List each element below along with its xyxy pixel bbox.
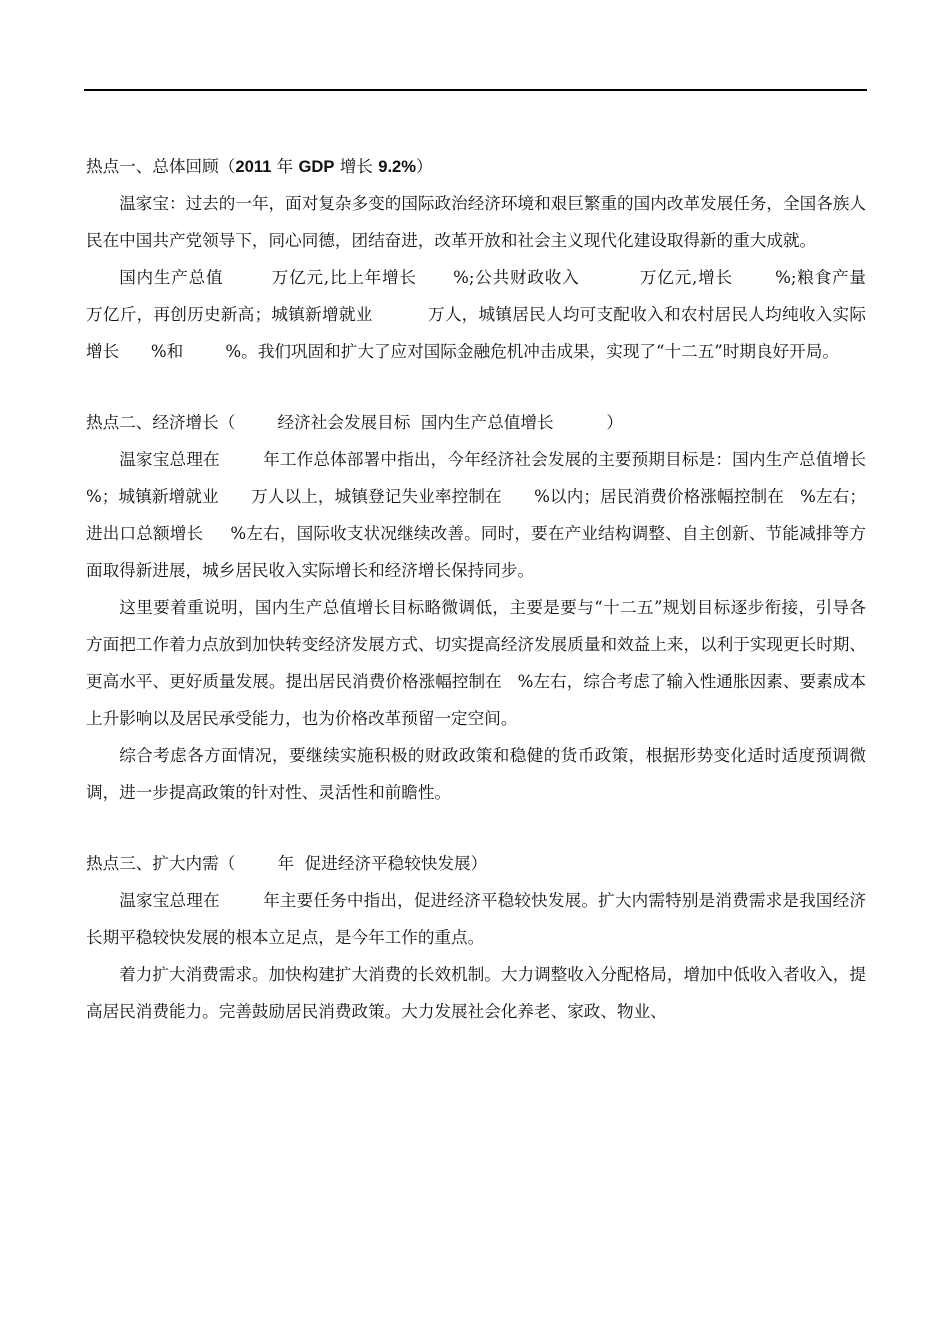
- paragraph: 温家宝总理在 年工作总体部署中指出，今年经济社会发展的主要预期目标是：国内生产总值增长 %；城镇新增就业 万人以上，城镇登记失业率控制在 %以内；居民消费价格涨幅控制在 %左右；进出口总额增长 %左右，国际收支状况继续改善。同时，要在产业结构调整、自主创新、节能减排等方面取得新进展，城乡居民收入实际增长和经济增长保持同步。: [86, 450, 898, 580]
- paragraph: 这里要着重说明，国内生产总值增长目标略微调低，主要是要与“十二五”规划目标逐步衔接，引导各方面把工作着力点放到加快转变经济发展方式、切实提高经济发展质量和效益上来，以利于实现更长时期、更高水平、更好质量发展。提出居民消费价格涨幅控制在 %左右，综合考虑了输入性通胀因素、要素成本上升影响以及居民承受能力，也为价格改革预留一定空间。: [86, 598, 866, 728]
- paragraph: 着力扩大消费需求。加快构建扩大消费的长效机制。大力调整收入分配格局，增加中低收入者收入，提高居民消费能力。完善鼓励居民消费政策。大力发展社会化养老、家政、物业、: [86, 965, 866, 1021]
- heading-text: 增长: [334, 157, 379, 176]
- heading-text: 热点一、总体回顾（: [86, 157, 236, 176]
- header-rule: [84, 89, 867, 91]
- heading-text: 年: [271, 157, 299, 176]
- heading-gdp: GDP: [298, 157, 335, 176]
- paragraph: 温家宝总理在 年主要任务中指出，促进经济平稳较快发展。扩大内需特别是消费需求是我国经济长期平稳较快发展的根本立足点，是今年工作的重点。: [86, 891, 866, 947]
- section-heading-1: [86, 148, 866, 185]
- document-body: [86, 148, 914, 1030]
- heading-text: ）: [416, 157, 433, 176]
- paragraph: 综合考虑各方面情况，要继续实施积极的财政政策和稳健的货币政策，根据形势变化适时适度预调微调，进一步提高政策的针对性、灵活性和前瞻性。: [86, 746, 866, 802]
- section-heading-3: 热点三、扩大内需（ 年 促进经济平稳较快发展）: [86, 854, 488, 873]
- heading-rate: 9.2%: [378, 157, 417, 176]
- paragraph: 国内生产总值 万亿元,比上年增长 %;公共财政收入 万亿元,增长 %;粮食产量 万亿斤，再创历史新高；城镇新增就业 万人，城镇居民人均可支配收入和农村居民人均纯收入实际增长 %和 %。我们巩固和扩大了应对国际金融危机冲击成果，实现了“十二五”时期良好开局。: [86, 268, 914, 361]
- section-heading-2: 热点二、经济增长（ 经济社会发展目标 国内生产总值增长 ）: [86, 413, 623, 432]
- heading-year: 2011: [235, 157, 272, 176]
- paragraph: 温家宝：过去的一年，面对复杂多变的国际政治经济环境和艰巨繁重的国内改革发展任务，全国各族人民在中国共产党领导下，同心同德，团结奋进，改革开放和社会主义现代化建设取得新的重大成就。: [86, 194, 866, 250]
